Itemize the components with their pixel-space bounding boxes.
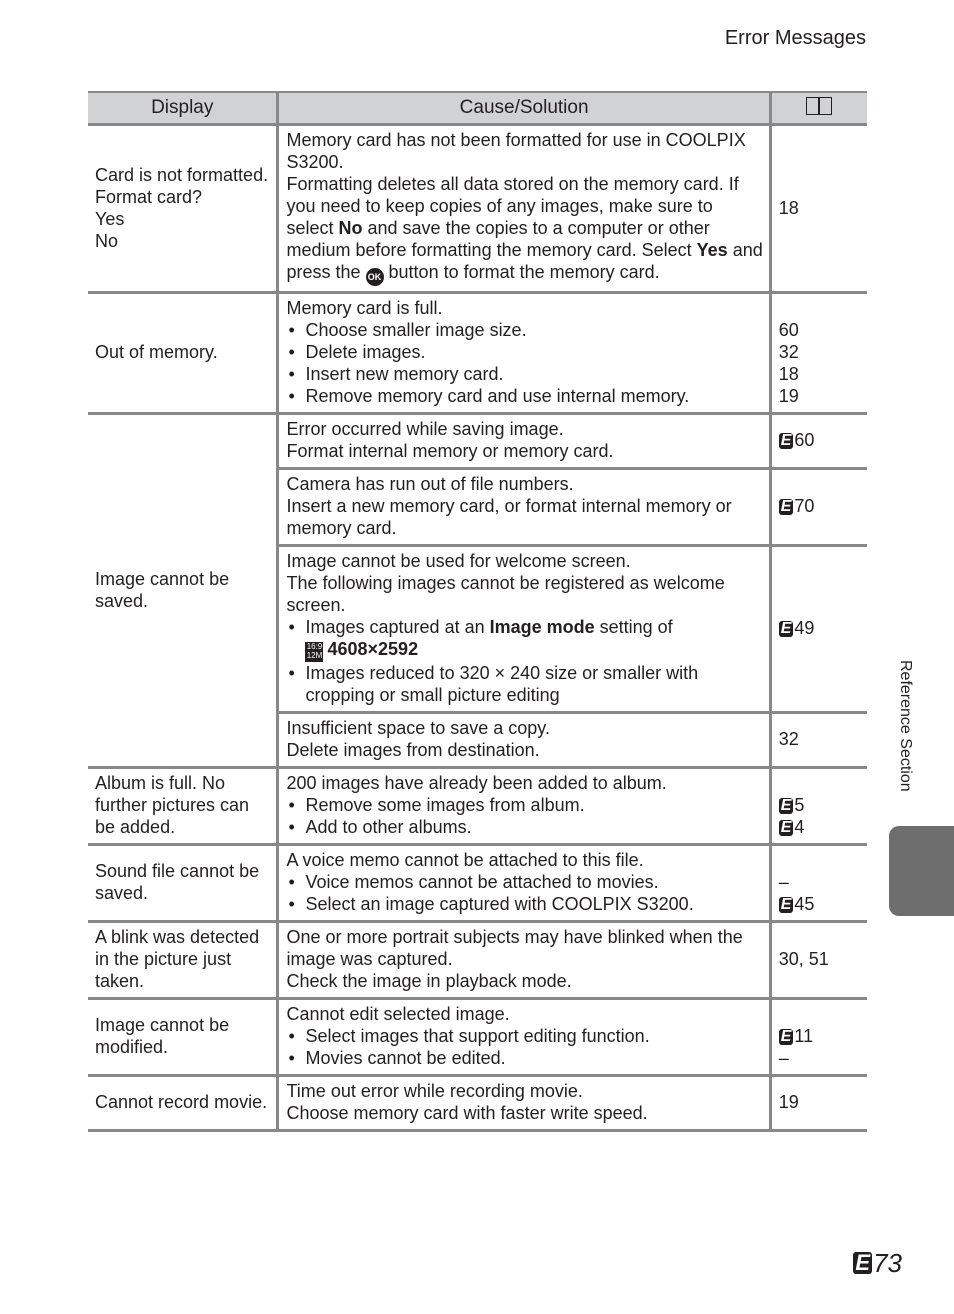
reference-e-icon: E <box>780 797 792 814</box>
reference-cell: 19 <box>770 1076 867 1131</box>
cause-cell: Insufficient space to save a copy. Delete images from destination. <box>278 713 770 768</box>
display-cell: Cannot record movie. <box>88 1076 278 1131</box>
reference-cell: E 11 – <box>770 999 867 1076</box>
cause-cell: A voice memo cannot be attached to this file. • Voice memos cannot be attached to movies. • Select an image captured with COOLPIX S3200. <box>278 845 770 922</box>
reference-e-icon: E <box>780 896 792 913</box>
cause-cell: Camera has run out of file numbers. Insert a new memory card, or format internal memory or memory card. <box>278 469 770 546</box>
page-header-title: Error Messages <box>724 27 866 49</box>
cause-cell: Error occurred while saving image. Format internal memory or memory card. <box>278 414 770 469</box>
cause-cell: Time out error while recording movie. Choose memory card with faster write speed. <box>278 1076 770 1131</box>
reference-e-icon: E <box>780 819 792 836</box>
side-section-label: Reference Section <box>897 660 914 792</box>
reference-cell: 60 32 18 19 <box>770 293 867 414</box>
list-item: • Images captured at an Image mode setting of 16:9 12M 4608×2592 <box>286 616 762 662</box>
error-messages-table <box>88 91 867 1132</box>
ok-button-icon: OK <box>366 268 384 286</box>
solution-list <box>286 794 762 838</box>
col-display-header: Display <box>88 92 278 125</box>
solution-list <box>286 871 762 915</box>
cause-cell: Memory card has not been formatted for use in COOLPIX S3200. Formatting deletes all data stored on the memory card. If you need to keep copies of any images, make sure to select No and save the copies to a computer or other medium before formatting the memory card. Select Yes and press the OK button to format the memory card. <box>278 125 770 293</box>
reference-cell: E 5 E 4 <box>770 768 867 845</box>
reference-e-icon: E <box>780 498 792 515</box>
list-item: • Insert new memory card. <box>286 363 762 385</box>
cause-cell: Image cannot be used for welcome screen. The following images cannot be registered as welcome screen. • Images captured at an Image mode setting of 16:9 12M 4608×2592 • Images reduced to 320 × 240 size or smaller with cropping or small picture editing <box>278 546 770 713</box>
solution-list <box>286 1025 762 1069</box>
reference-cell: 30, 51 <box>770 922 867 999</box>
list-item: • Remove some images from album. <box>286 794 762 816</box>
cause-cell: Memory card is full. • Choose smaller image size. • Delete images. • Insert new memory card. • Remove memory card and use internal memory. <box>278 293 770 414</box>
list-item: • Images reduced to 320 × 240 size or smaller with cropping or small picture editing <box>286 662 762 706</box>
list-item: • Movies cannot be edited. <box>286 1047 762 1069</box>
image-mode-icon: 16:9 12M <box>306 642 323 660</box>
solution-list <box>286 319 762 407</box>
table-row <box>88 125 867 293</box>
table-row <box>88 922 867 999</box>
reference-e-icon: E <box>780 620 792 637</box>
reference-cell: E 60 <box>770 414 867 469</box>
cause-cell: One or more portrait subjects may have blinked when the image was captured. Check the image in playback mode. <box>278 922 770 999</box>
list-item: • Choose smaller image size. <box>286 319 762 341</box>
table-row <box>88 999 867 1076</box>
list-item: • Remove memory card and use internal memory. <box>286 385 762 407</box>
table-row <box>88 768 867 845</box>
section-tab <box>889 826 954 916</box>
table-row <box>88 293 867 414</box>
display-cell: A blink was detected in the picture just taken. <box>88 922 278 999</box>
reference-e-icon: E <box>855 1250 871 1275</box>
solution-list <box>286 616 762 706</box>
display-cell: Sound file cannot be saved. <box>88 845 278 922</box>
cause-cell: Cannot edit selected image. • Select images that support editing function. • Movies cannot be edited. <box>278 999 770 1076</box>
display-cell: Album is full. No further pictures can be added. <box>88 768 278 845</box>
reference-cell: E 70 <box>770 469 867 546</box>
side-section <box>888 660 954 820</box>
list-item: • Select images that support editing function. <box>286 1025 762 1047</box>
list-item: • Add to other albums. <box>286 816 762 838</box>
list-item: • Voice memos cannot be attached to movies. <box>286 871 762 893</box>
display-cell: Out of memory. <box>88 293 278 414</box>
page-number: E 73 <box>855 1248 902 1278</box>
table-row <box>88 1076 867 1131</box>
reference-cell: 32 <box>770 713 867 768</box>
reference-cell: 18 <box>770 125 867 293</box>
table-row <box>88 414 867 469</box>
table-row <box>88 845 867 922</box>
book-icon <box>806 97 832 115</box>
display-cell: Card is not formatted. Format card? Yes No <box>88 125 278 293</box>
col-cause-header: Cause/Solution <box>278 92 770 125</box>
col-reference-header <box>770 92 867 125</box>
reference-cell: – E 45 <box>770 845 867 922</box>
display-cell: Image cannot be saved. <box>88 414 278 768</box>
table-header-row <box>88 92 867 125</box>
reference-cell: E 49 <box>770 546 867 713</box>
reference-e-icon: E <box>780 432 792 449</box>
list-item: • Delete images. <box>286 341 762 363</box>
display-cell: Image cannot be modified. <box>88 999 278 1076</box>
list-item: • Select an image captured with COOLPIX S3200. <box>286 893 762 915</box>
reference-e-icon: E <box>780 1028 792 1045</box>
cause-cell: 200 images have already been added to album. • Remove some images from album. • Add to other albums. <box>278 768 770 845</box>
